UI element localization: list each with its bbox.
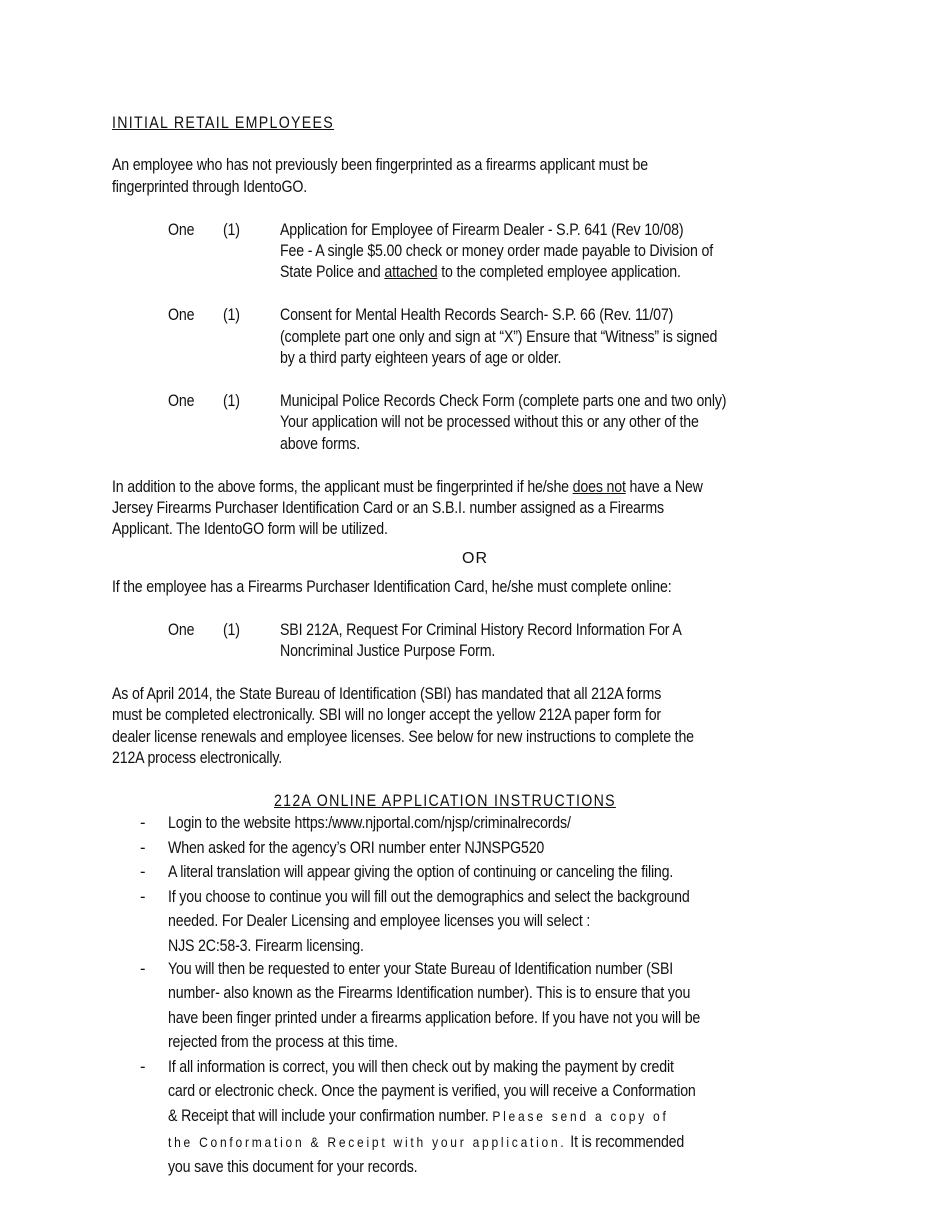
requirement-qty: One — [168, 221, 195, 239]
bullet-sbi-line: rejected from the process at this time. — [168, 1033, 398, 1051]
bullet-demographics-line: If you choose to continue you will fill out the demographics and select the background — [168, 888, 690, 906]
text-span: & Receipt that will include your confirmation number. — [168, 1107, 493, 1125]
intro-line-2: fingerprinted through IdentoGO. — [112, 178, 308, 196]
intro-line-1: An employee who has not previously been fingerprinted as a firearms applicant must be — [112, 156, 648, 174]
bullet-dash: - — [140, 863, 146, 881]
requirement-line: Consent for Mental Health Records Search- S.P. 66 (Rev. 11/07) — [280, 306, 674, 324]
text-span: It is recommended — [566, 1133, 685, 1151]
addition-line-1 — [112, 477, 703, 498]
requirement-qty: One — [168, 392, 195, 410]
bullet-dash: - — [140, 1058, 146, 1076]
requirement-line: above forms. — [280, 435, 360, 453]
requirement-line: by a third party eighteen years of age or older. — [280, 349, 562, 367]
requirement-qty: One — [168, 621, 195, 639]
bullet-demographics-line: needed. For Dealer Licensing and employee licenses you will select : — [168, 912, 591, 930]
requirement-qty: One — [168, 306, 195, 324]
requirement-number: (1) — [223, 392, 240, 410]
text-span: have a New — [625, 478, 703, 496]
bullet-dash: - — [140, 839, 146, 857]
bullet-dash: - — [140, 814, 146, 832]
requirement-line: Application for Employee of Firearm Dealer - S.P. 641 (Rev 10/08) — [280, 221, 684, 239]
requirement-line: (complete part one only and sign at “X”) Ensure that “Witness” is signed — [280, 328, 718, 346]
addition-line-3: Applicant. The IdentoGO form will be utilized. — [112, 520, 388, 538]
requirement-line — [280, 262, 681, 283]
requirement-number: (1) — [223, 621, 240, 639]
bullet-sbi-line: have been finger printed under a firearms application before. If you have not you will be — [168, 1009, 701, 1027]
requirement-line: Your application will not be processed without this or any other of the — [280, 413, 699, 431]
section-heading: INITIAL RETAIL EMPLOYEES — [112, 114, 335, 132]
april-line-3: dealer license renewals and employee licenses. See below for new instructions to complete the — [112, 728, 694, 746]
bullet-sbi-line: number- also known as the Firearms Identification number). This is to ensure that you — [168, 984, 691, 1002]
bullet-payment-line: card or electronic check. Once the payment is verified, you will receive a Conformation — [168, 1082, 696, 1100]
requirement-number: (1) — [223, 221, 240, 239]
april-line-4: 212A process electronically. — [112, 749, 283, 767]
spaced-emphasis-text: the Conformation & Receipt with your application. — [168, 1134, 567, 1150]
bullet-translation: A literal translation will appear giving the option of continuing or canceling the filing. — [168, 863, 674, 881]
bullet-ori-number: When asked for the agency’s ORI number enter NJNSPG520 — [168, 839, 545, 857]
bullet-payment-line: you save this document for your records. — [168, 1158, 418, 1176]
requirement-line: Fee - A single $5.00 check or money order made payable to Division of — [280, 242, 714, 260]
bullet-payment-line — [168, 1132, 684, 1153]
april-line-1: As of April 2014, the State Bureau of Identification (SBI) has mandated that all 212A forms — [112, 685, 662, 703]
website-url: https:/www.njportal.com/njsp/criminalrecords/ — [294, 814, 571, 832]
requirement-line: Noncriminal Justice Purpose Form. — [280, 642, 496, 660]
requirement-line: SBI 212A, Request For Criminal History Record Information For A — [280, 621, 682, 639]
april-line-2: must be completed electronically. SBI will no longer accept the yellow 212A paper form for — [112, 706, 661, 724]
bullet-dash: - — [140, 888, 146, 906]
addition-line-2: Jersey Firearms Purchaser Identification Card or an S.B.I. number assigned as a Firearms — [112, 499, 664, 517]
text-span: State Police and — [280, 263, 385, 281]
text-span: In addition to the above forms, the applicant must be fingerprinted if he/she — [112, 478, 573, 496]
spaced-emphasis-text: Please send a copy of — [492, 1108, 669, 1124]
online-intro: If the employee has a Firearms Purchaser Identification Card, he/she must complete online: — [112, 578, 672, 596]
requirement-number: (1) — [223, 306, 240, 324]
bullet-login — [168, 813, 571, 834]
bullet-demographics-line: NJS 2C:58-3. Firearm licensing. — [168, 937, 364, 955]
underlined-word: attached — [384, 263, 438, 281]
requirement-line: Municipal Police Records Check Form (complete parts one and two only) — [280, 392, 727, 410]
bullet-payment-line — [168, 1106, 669, 1127]
text-span: to the completed employee application. — [437, 263, 681, 281]
instructions-heading: 212A ONLINE APPLICATION INSTRUCTIONS — [274, 792, 616, 810]
underlined-word: does not — [572, 478, 626, 496]
bullet-sbi-line: You will then be requested to enter your State Bureau of Identification number (SBI — [168, 960, 674, 978]
text-span: Login to the website — [168, 814, 295, 832]
bullet-dash: - — [140, 960, 146, 978]
bullet-payment-line: If all information is correct, you will then check out by making the payment by credit — [168, 1058, 674, 1076]
or-separator: OR — [462, 550, 488, 567]
